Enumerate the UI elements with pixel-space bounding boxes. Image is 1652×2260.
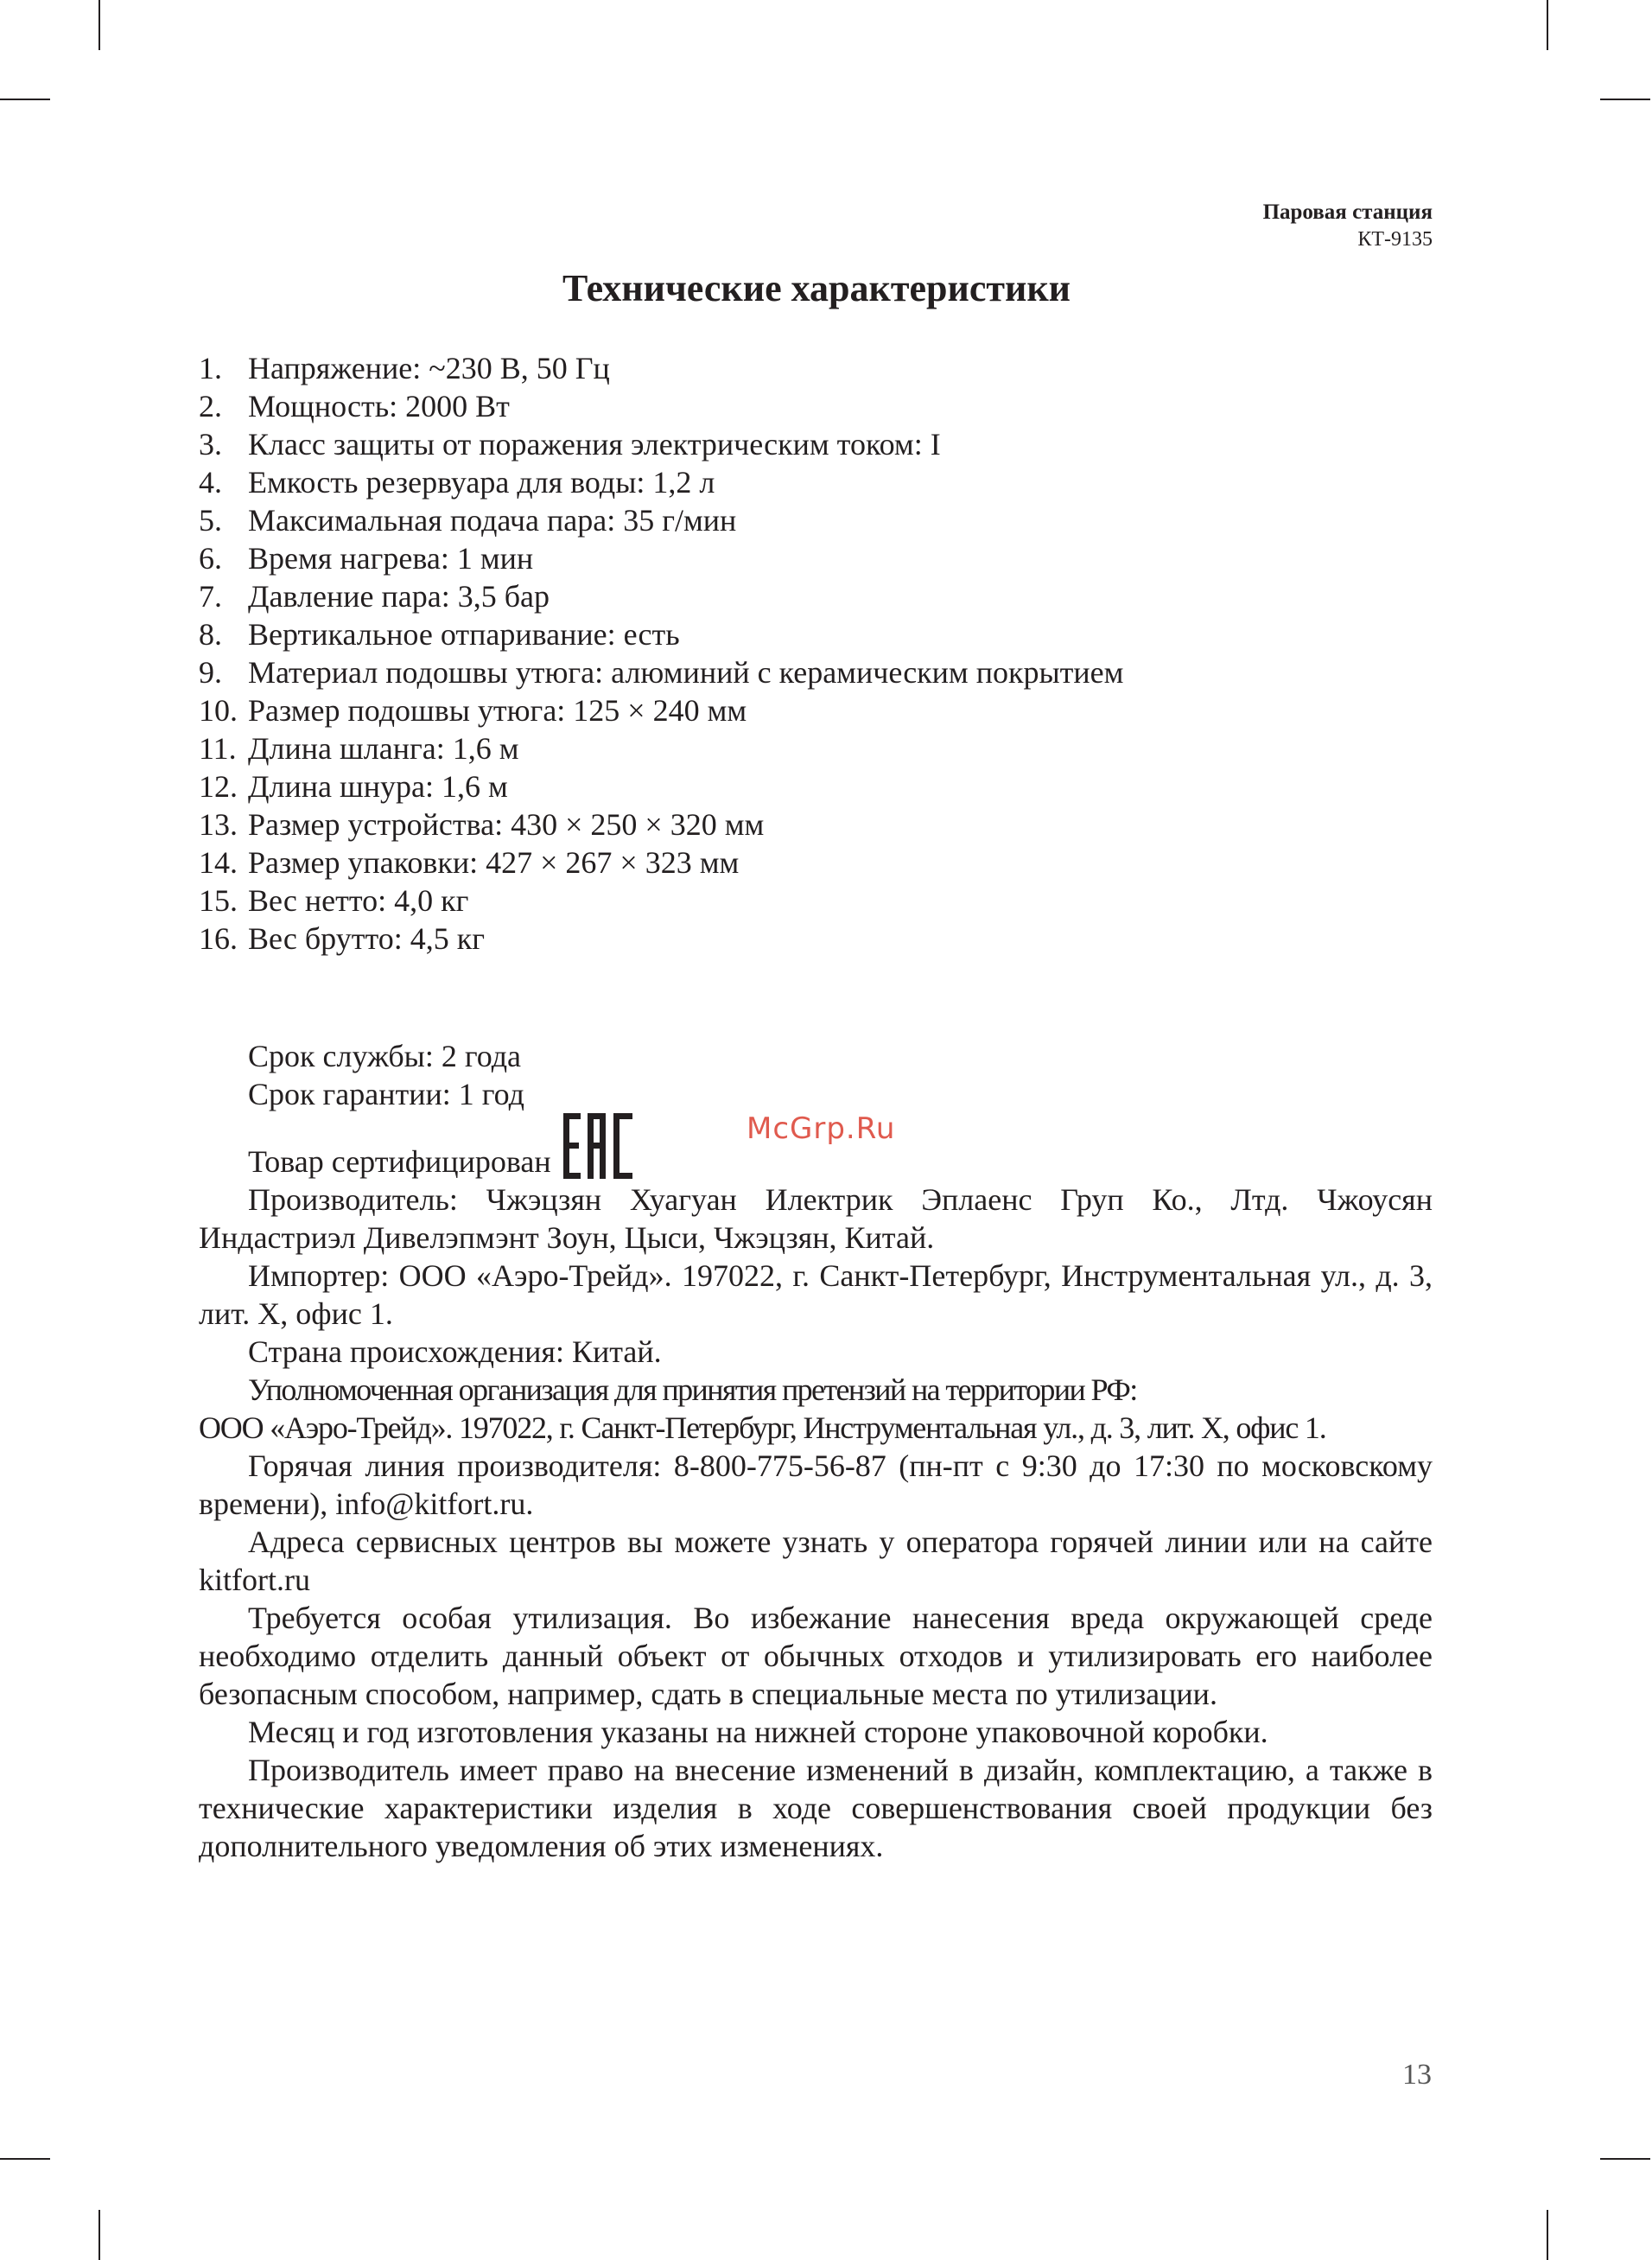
crop-mark: [98, 2210, 100, 2260]
spec-number: 8.: [199, 617, 222, 652]
spec-item: [199, 691, 1123, 729]
spec-text: Вес брутто: 4,5 кг: [248, 921, 485, 956]
spec-list: [199, 349, 1123, 958]
country-of-origin: Страна происхождения: Китай.: [248, 1334, 662, 1369]
spec-item: [199, 729, 1123, 767]
spec-number: 5.: [199, 503, 222, 538]
spec-number: 6.: [199, 541, 222, 576]
production-date-notice: Месяц и год изготовления указаны на нижней стороне упаковочной коробки.: [248, 1715, 1268, 1749]
crop-mark: [0, 2158, 50, 2160]
spec-text: Давление пара: 3,5 бар: [248, 579, 550, 614]
spec-number: 7.: [199, 579, 222, 614]
spec-number: 4.: [199, 465, 222, 500]
spec-item: [199, 767, 1123, 805]
spec-item: [199, 387, 1123, 425]
importer: Импортер: ООО «Аэро-Трейд». 197022, г. Санкт-Петербург, Инструментальная ул., д. 3, лит. Х, офис 1.: [199, 1258, 1433, 1331]
spec-number: 12.: [199, 769, 238, 804]
changes-notice: Производитель имеет право на внесение изменений в дизайн, комплектацию, а также в технические характеристики изделия в ходе совершенствования своей продукции без дополнительного уведомления об этих изменениях.: [199, 1753, 1433, 1863]
hotline: Горячая линия производителя: 8-800-775-56-87 (пн-пт с 9:30 до 17:30 по московскому времени), info@kitfort.ru.: [199, 1448, 1433, 1521]
spec-number: 9.: [199, 655, 222, 690]
warranty-period: Срок гарантии: 1 год: [248, 1077, 524, 1111]
crop-mark: [1547, 0, 1548, 50]
spec-item: [199, 615, 1123, 653]
model-number: КТ-9135: [1357, 228, 1433, 251]
spec-text: Напряжение: ~230 В, 50 Гц: [248, 351, 610, 385]
spec-text: Размер упаковки: 427 × 267 × 323 мм: [248, 845, 740, 880]
spec-number: 16.: [199, 921, 238, 956]
spec-number: 13.: [199, 807, 238, 842]
spec-item: [199, 653, 1123, 691]
page-number: 13: [1402, 2059, 1432, 2091]
crop-mark: [1547, 2210, 1548, 2260]
spec-number: 14.: [199, 845, 238, 880]
spec-number: 3.: [199, 427, 222, 462]
spec-item: [199, 349, 1123, 387]
watermark: McGrp.Ru: [747, 1111, 896, 1146]
manufacturer: Производитель: Чжэцзян Хуагуан Илектрик Эплаенс Груп Ко., Лтд. Чжоусян Индастриэл Дивелэпмэнт Зоун, Цыси, Чжэцзян, Китай.: [199, 1182, 1433, 1255]
crop-mark: [98, 0, 100, 50]
spec-text: Длина шнура: 1,6 м: [248, 769, 508, 804]
product-name: Паровая станция: [1262, 201, 1433, 224]
spec-text: Материал подошвы утюга: алюминий с керамическим покрытием: [248, 655, 1124, 690]
spec-text: Класс защиты от поражения электрическим током: I: [248, 427, 941, 462]
spec-number: 1.: [199, 351, 222, 385]
spec-text: Мощность: 2000 Вт: [248, 389, 510, 423]
certified-text: Товар сертифицирован: [248, 1144, 551, 1179]
spec-item: [199, 920, 1123, 958]
disposal-notice: Требуется особая утилизация. Во избежание нанесения вреда окружающей среде необходимо отделить данный объект от обычных отходов и утилизировать его наиболее безопасным способом, например, сдать в специальные места по утилизации.: [199, 1601, 1433, 1711]
spec-text: Время нагрева: 1 мин: [248, 541, 534, 576]
spec-item: [199, 539, 1123, 577]
spec-number: 15.: [199, 883, 238, 918]
spec-item: [199, 577, 1123, 615]
authorized-organization-heading: Уполномоченная организация для принятия претензий на территории РФ:: [248, 1372, 1137, 1407]
service-life: Срок службы: 2 года: [248, 1039, 522, 1073]
page-header: [1263, 199, 1433, 252]
spec-item: [199, 425, 1123, 463]
spec-text: Вертикальное отпаривание: есть: [248, 617, 680, 652]
eac-mark-icon: [563, 1113, 634, 1179]
spec-item: [199, 463, 1123, 501]
spec-text: Вес нетто: 4,0 кг: [248, 883, 469, 918]
spec-item: [199, 501, 1123, 539]
spec-number: 10.: [199, 693, 238, 728]
spec-item: [199, 805, 1123, 844]
spec-item: [199, 882, 1123, 920]
spec-item: [199, 844, 1123, 882]
crop-mark: [1600, 2158, 1650, 2160]
authorized-organization-address: ООО «Аэро-Трейд». 197022, г. Санкт-Петербург, Инструментальная ул., д. 3, лит. Х, офис 1.: [199, 1410, 1326, 1445]
spec-text: Размер устройства: 430 × 250 × 320 мм: [248, 807, 765, 842]
crop-mark: [0, 99, 50, 100]
spec-text: Размер подошвы утюга: 125 × 240 мм: [248, 693, 747, 728]
service-centers: Адреса сервисных центров вы можете узнать у оператора горячей линии или на сайте kitfort.ru: [199, 1525, 1433, 1597]
spec-number: 2.: [199, 389, 222, 423]
spec-number: 11.: [199, 731, 237, 766]
info-section: [199, 1037, 1433, 1865]
spec-text: Емкость резервуара для воды: 1,2 л: [248, 465, 715, 500]
page-title: Технические характеристики: [562, 267, 1071, 309]
crop-mark: [1600, 99, 1650, 100]
spec-text: Максимальная подача пара: 35 г/мин: [248, 503, 737, 538]
spec-text: Длина шланга: 1,6 м: [248, 731, 519, 766]
